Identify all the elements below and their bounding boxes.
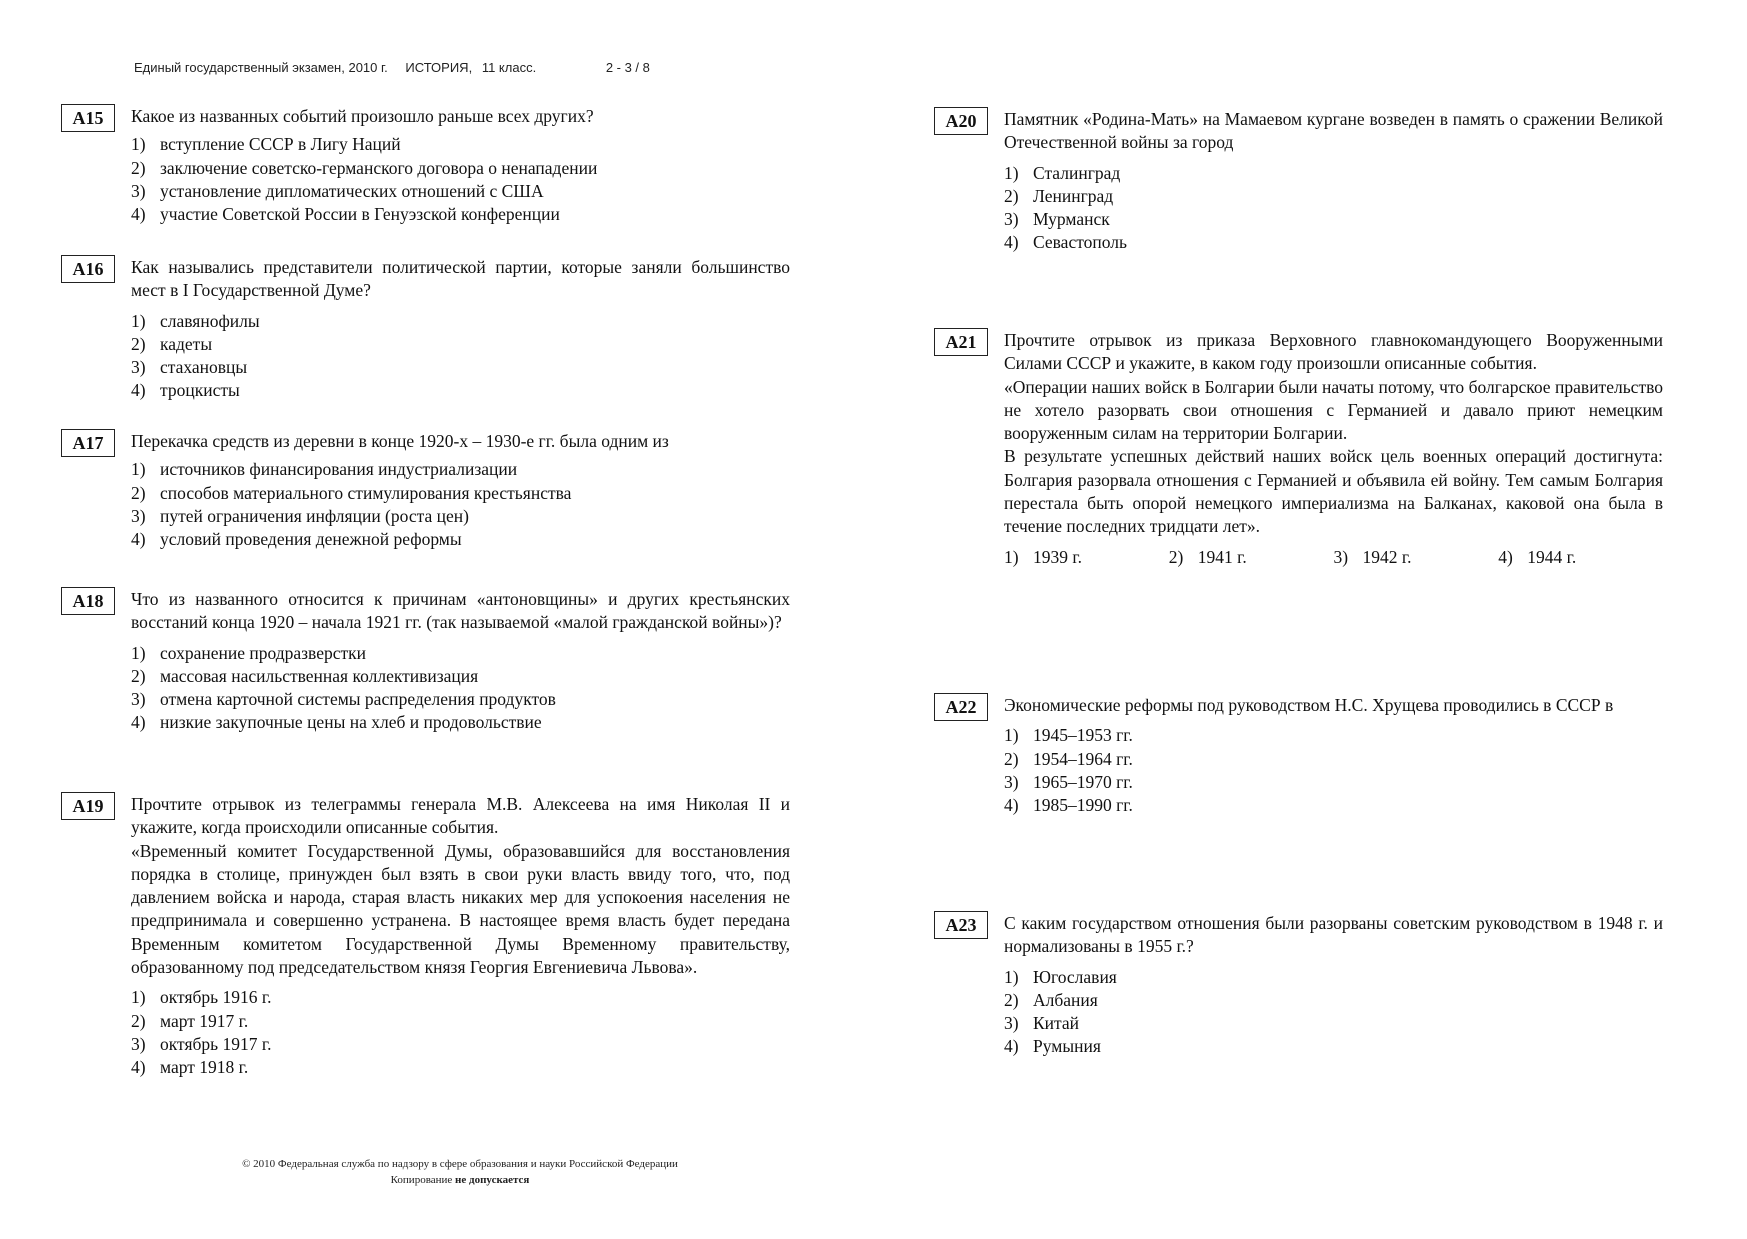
answer-options <box>131 458 790 551</box>
copyright-line: © 2010 Федеральная служба по надзору в сфере образования и науки Российской Федерации <box>242 1158 678 1170</box>
exam-title: Единый государственный экзамен, 2010 г. <box>134 60 388 75</box>
answer-option[interactable]: 2) заключение советско-германского договора о ненападении <box>131 157 598 178</box>
answer-options <box>1004 162 1663 255</box>
answer-options <box>1004 546 1663 569</box>
answer-option[interactable]: 3) путей ограничения инфляции (роста цен) <box>131 505 469 526</box>
answer-option[interactable]: 3) отмена карточной системы распределения продуктов <box>131 689 556 710</box>
answer-option[interactable]: 2) март 1917 г. <box>131 1010 249 1031</box>
answer-option[interactable]: 4) 1944 г. <box>1498 546 1577 567</box>
answer-option[interactable]: 4) участие Советской России в Генуэзской конференции <box>131 204 560 225</box>
subject-label: ИСТОРИЯ, <box>405 60 473 75</box>
answer-options <box>1004 724 1663 817</box>
question-stem: Какое из названных событий произошло раньше всех других? <box>131 106 594 126</box>
answer-option[interactable]: 2) 1941 г. <box>1168 546 1247 567</box>
question-a18 <box>72 588 790 735</box>
question-number: A21 <box>934 328 988 356</box>
question-a20 <box>945 108 1663 255</box>
question-a23 <box>945 912 1663 1059</box>
answer-option[interactable]: 3) установление дипломатических отношений с США <box>131 180 544 201</box>
answer-option[interactable]: 1) сохранение продразверстки <box>131 642 367 663</box>
question-stem: Памятник «Родина-Мать» на Мамаевом кургане возведен в память о сражении Великой Отечественной войны за город <box>1004 109 1663 153</box>
answer-option[interactable]: 2) кадеты <box>131 333 213 354</box>
question-number: A20 <box>934 107 988 135</box>
question-a21 <box>945 329 1663 569</box>
question-number: A15 <box>61 104 115 132</box>
answer-option[interactable]: 3) 1965–1970 гг. <box>1004 771 1133 792</box>
answer-option[interactable]: 1) Сталинград <box>1004 162 1121 183</box>
source-quote: В результате успешных действий наших войск цель военных операций достигнута: Болгария разорвала отношения с Германией и объявила ей войну. Тем самым Болгария перестала быть опорой немецкого империализма на Балканах, каковой она была в течение последних тридцати лет». <box>1004 446 1663 537</box>
answer-option[interactable]: 1) источников финансирования индустриализации <box>131 459 518 480</box>
question-number: A22 <box>934 693 988 721</box>
answer-options <box>131 642 790 735</box>
question-stem: Перекачка средств из деревни в конце 1920-х – 1930-е гг. была одним из <box>131 431 669 451</box>
answer-option[interactable]: 1) вступление СССР в Лигу Наций <box>131 134 401 155</box>
question-stem <box>131 793 790 979</box>
page-number: 2 - 3 / 8 <box>605 60 650 75</box>
grade-label: 11 класс. <box>481 60 537 75</box>
answer-options <box>1004 966 1663 1059</box>
question-number: A19 <box>61 792 115 820</box>
answer-option[interactable]: 3) 1942 г. <box>1333 546 1412 567</box>
answer-option[interactable]: 1) 1945–1953 гг. <box>1004 725 1133 746</box>
answer-option[interactable]: 1) октябрь 1916 г. <box>131 987 272 1008</box>
answer-option[interactable]: 4) март 1918 г. <box>131 1057 249 1078</box>
question-number: A18 <box>61 587 115 615</box>
source-quote: «Операции наших войск в Болгарии были начаты потому, что болгарское правительство не хотело разорвать свои отношения с Германией и давало приют немецким вооруженным силам на территории Болгарии. <box>1004 376 1663 444</box>
answer-options <box>131 310 790 403</box>
answer-option[interactable]: 1) славянофилы <box>131 310 260 331</box>
answer-option[interactable]: 4) Румыния <box>1004 1036 1101 1057</box>
answer-option[interactable]: 3) Мурманск <box>1004 209 1110 230</box>
question-instruction: Прочтите отрывок из приказа Верховного главнокомандующего Вооруженными Силами СССР и укажите, в каком году произошли описанные события. <box>1004 330 1663 374</box>
answer-option[interactable]: 2) 1954–1964 гг. <box>1004 748 1133 769</box>
question-stem: Экономические реформы под руководством Н.С. Хрущева проводились в СССР в <box>1004 695 1614 715</box>
answer-options <box>131 986 790 1079</box>
answer-option[interactable]: 4) условий проведения денежной реформы <box>131 529 462 550</box>
question-a16 <box>72 256 790 403</box>
answer-option[interactable]: 3) октябрь 1917 г. <box>131 1033 272 1054</box>
answer-option[interactable]: 3) Китай <box>1004 1013 1080 1034</box>
question-stem: Как назывались представители политической партии, которые заняли большинство мест в I Государственной Думе? <box>131 257 790 301</box>
answer-option[interactable]: 2) Албания <box>1004 989 1098 1010</box>
answer-option[interactable]: 4) троцкисты <box>131 380 240 401</box>
answer-option[interactable]: 4) низкие закупочные цены на хлеб и продовольствие <box>131 712 542 733</box>
answer-option[interactable]: 2) массовая насильственная коллективизация <box>131 665 479 686</box>
copy-notice: Копирование не допускается <box>390 1174 530 1186</box>
answer-option[interactable]: 3) стахановцы <box>131 357 248 378</box>
question-stem: Что из названного относится к причинам «антоновщины» и других крестьянских восстаний конца 1920 – начала 1921 гг. (так называемой «малой гражданской войны»)? <box>131 589 790 633</box>
page-footer <box>130 1156 790 1188</box>
answer-options <box>131 133 790 226</box>
question-stem: С каким государством отношения были разорваны советским руководством в 1948 г. и нормализованы в 1955 г.? <box>1004 913 1663 957</box>
answer-option[interactable]: 2) способов материального стимулирования крестьянства <box>131 482 572 503</box>
question-a19 <box>72 793 790 1080</box>
question-number: A17 <box>61 429 115 457</box>
answer-option[interactable]: 4) 1985–1990 гг. <box>1004 795 1133 816</box>
question-a22 <box>945 694 1663 817</box>
question-number: A16 <box>61 255 115 283</box>
question-stem <box>1004 329 1663 539</box>
answer-option[interactable]: 2) Ленинград <box>1004 185 1114 206</box>
question-a17 <box>72 430 790 551</box>
question-instruction: Прочтите отрывок из телеграммы генерала М.В. Алексеева на имя Николая II и укажите, когда происходили описанные события. <box>131 794 790 838</box>
answer-option[interactable]: 4) Севастополь <box>1004 232 1127 253</box>
question-number: A23 <box>934 911 988 939</box>
question-a15 <box>72 105 790 226</box>
answer-option[interactable]: 1) Югославия <box>1004 966 1117 987</box>
answer-option[interactable]: 1) 1939 г. <box>1004 546 1082 567</box>
source-quote: «Временный комитет Государственной Думы, образовавшийся для восстановления порядка в столице, принужден был взять в свои руки власть ввиду того, что, под давлением войска и народа, старая власть никаких мер для успокоения населения не предпринимала и совершенно устранена. В настоящее время власть будет передана Временным комитетом Государственной Думы Временному правительству, образованному под председательством князя Георгия Евгениевича Львова». <box>131 840 790 978</box>
page-header <box>134 60 650 75</box>
